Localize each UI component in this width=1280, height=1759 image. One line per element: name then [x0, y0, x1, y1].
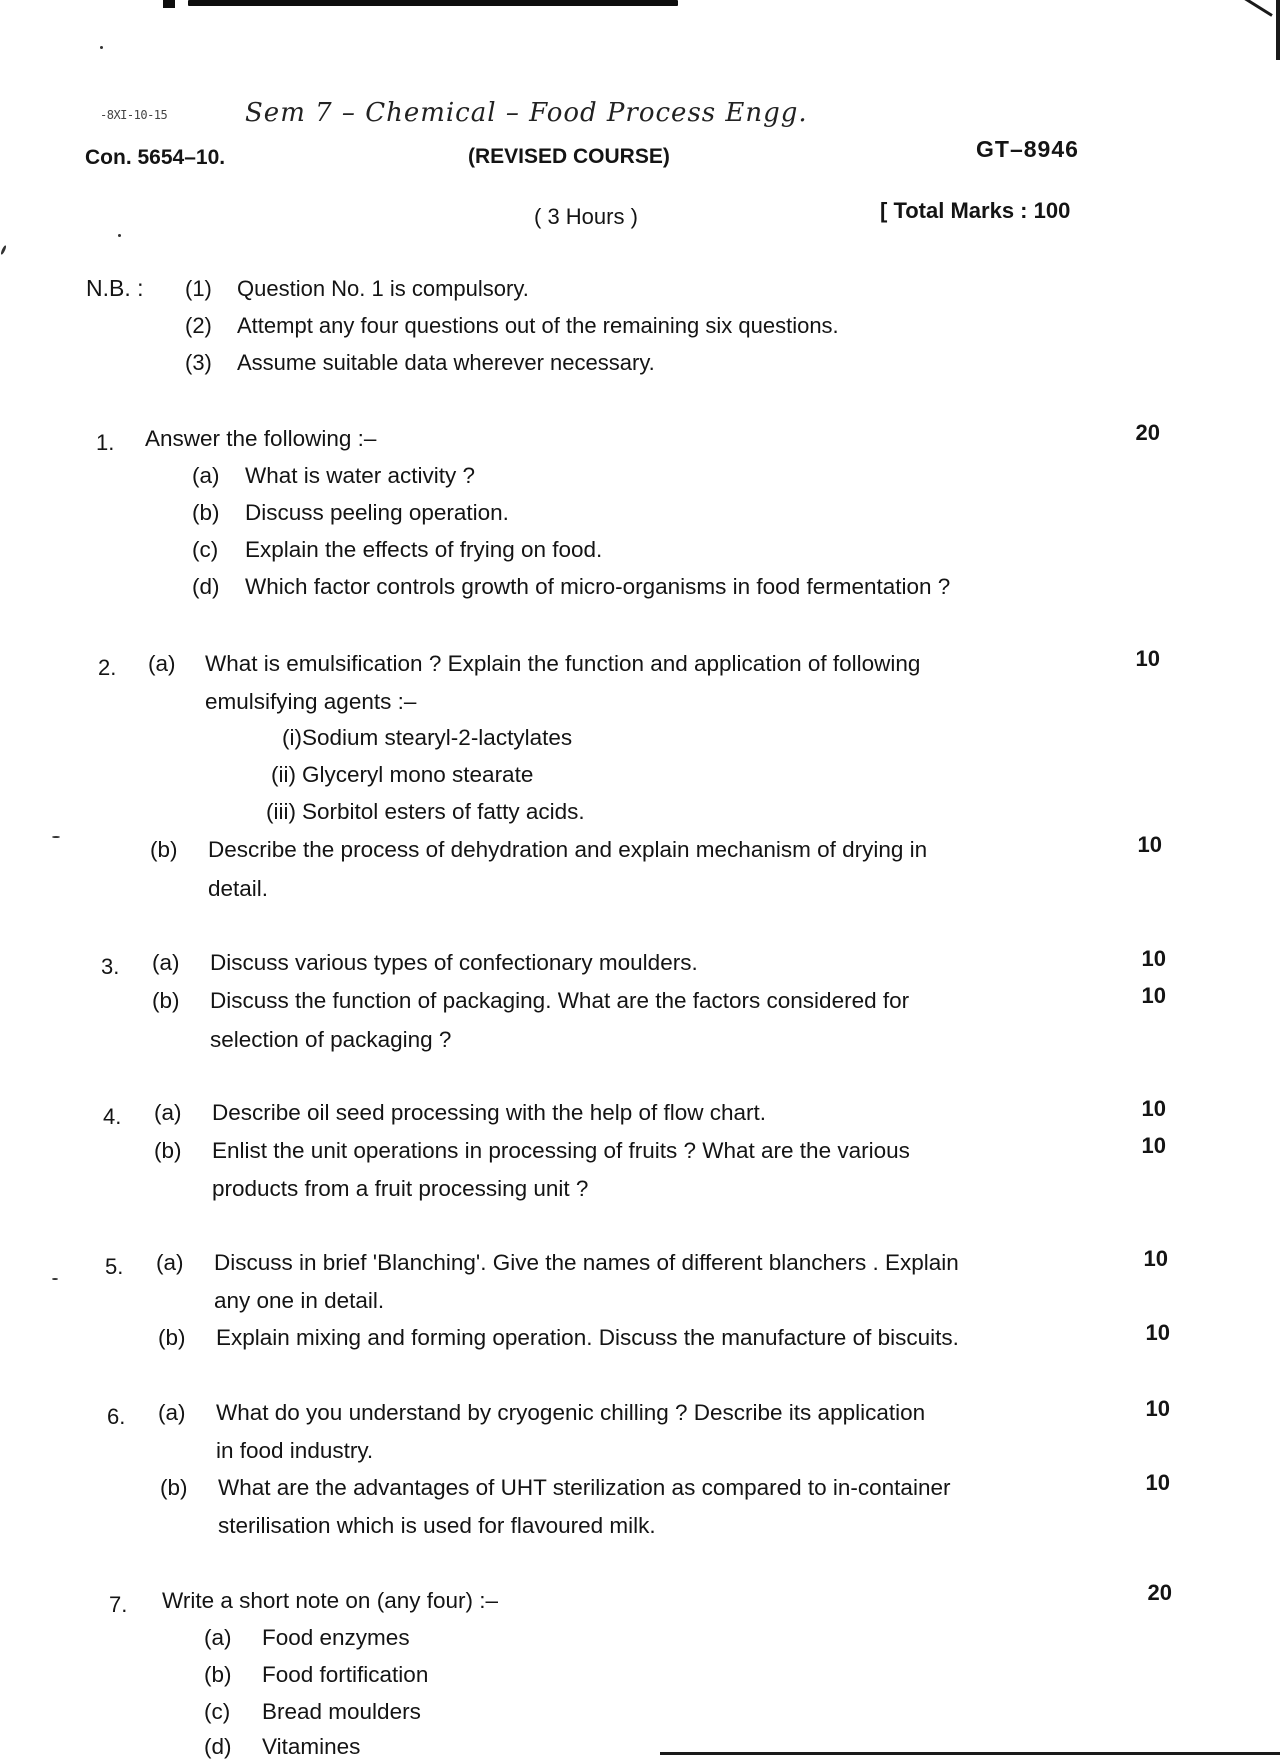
- question-marks: 20: [1135, 420, 1160, 445]
- nb-item: [185, 313, 839, 339]
- nb-item-number: (2): [185, 313, 212, 338]
- nb-item: [185, 276, 529, 302]
- question-number: 7.: [109, 1592, 128, 1617]
- part-label: (a): [158, 1400, 186, 1425]
- sub-label: (ii): [271, 762, 296, 787]
- part-text: Which factor controls growth of micro-organisms in food fermentation ?: [245, 574, 951, 599]
- part-text-line: Describe the process of dehydration and explain mechanism of drying in: [208, 837, 928, 862]
- question-part: [204, 1736, 360, 1759]
- question-part: [192, 502, 509, 525]
- question-number: 5.: [105, 1254, 124, 1279]
- nb-item-text: Assume suitable data wherever necessary.: [237, 350, 655, 375]
- scan-edge-mark: [163, 0, 175, 8]
- part-marks: 10: [1137, 832, 1162, 857]
- scan-speck: [52, 1278, 58, 1280]
- part-text-line: Explain mixing and forming operation. Discuss the manufacture of biscuits.: [216, 1325, 959, 1350]
- stamp-code: -8XI-10-15: [100, 108, 168, 122]
- scan-edge-bar: [188, 0, 678, 6]
- question-marks: 20: [1147, 1580, 1172, 1605]
- part-label: (c): [192, 537, 219, 562]
- part-marks: 10: [1141, 946, 1166, 971]
- question-number: 6.: [107, 1404, 126, 1429]
- nb-label: N.B. :: [86, 275, 144, 301]
- part-label: (d): [192, 574, 220, 599]
- part-label: (c): [204, 1699, 231, 1724]
- duration: ( 3 Hours ): [534, 204, 638, 229]
- part-marks: 10: [1141, 1096, 1166, 1121]
- question-number: 1.: [96, 430, 115, 455]
- part-label: (a): [152, 950, 180, 975]
- part-text-line: Enlist the unit operations in processing of fruits ? What are the various: [212, 1138, 910, 1163]
- question-part: [204, 1664, 428, 1687]
- sub-label: (iii): [266, 799, 296, 824]
- part-marks: 10: [1141, 1133, 1166, 1158]
- question-number: 4.: [103, 1104, 122, 1129]
- scan-speck: [100, 46, 103, 49]
- question-number: 2.: [98, 655, 117, 680]
- part-text-line: What do you understand by cryogenic chilling ? Describe its application: [216, 1400, 926, 1425]
- nb-item-text: Attempt any four questions out of the remaining six questions.: [237, 313, 839, 338]
- part-text-line: Discuss in brief 'Blanching'. Give the names of different blanchers . Explain: [214, 1250, 959, 1275]
- scan-speck: [0, 245, 7, 255]
- part-text: Food enzymes: [262, 1625, 410, 1650]
- part-marks: 10: [1145, 1470, 1170, 1495]
- paper-code: GT–8946: [976, 136, 1079, 162]
- part-text-line: Discuss the function of packaging. What are the factors considered for: [210, 988, 910, 1013]
- total-marks: [ Total Marks : 100: [880, 198, 1071, 223]
- sub-label: (i): [282, 725, 302, 750]
- part-label: (a): [192, 463, 220, 488]
- part-label: (b): [192, 500, 220, 525]
- part-text: Explain the effects of frying on food.: [245, 537, 603, 562]
- part-text-line: selection of packaging ?: [210, 1027, 452, 1052]
- part-text-line: products from a fruit processing unit ?: [212, 1176, 589, 1201]
- part-text: Bread moulders: [262, 1699, 421, 1724]
- scan-corner-mark: [1236, 0, 1280, 60]
- part-text-line: detail.: [208, 876, 269, 901]
- question-text: Write a short note on (any four) :–: [162, 1588, 498, 1613]
- course-title: (REVISED COURSE): [468, 145, 670, 168]
- question-part: [192, 576, 950, 599]
- nb-item-number: (1): [185, 276, 212, 301]
- nb-item-number: (3): [185, 350, 212, 375]
- part-text-line: in food industry.: [216, 1438, 374, 1463]
- scan-corner-tick: [1242, 0, 1272, 17]
- part-text: Vitamines: [262, 1734, 361, 1759]
- part-text-line: any one in detail.: [214, 1288, 385, 1313]
- part-label: (b): [150, 837, 178, 862]
- part-label: (a): [148, 651, 176, 676]
- part-text: What is water activity ?: [245, 463, 476, 488]
- part-text: Food fortification: [262, 1662, 429, 1687]
- part-text-line: What is emulsification ? Explain the function and application of following: [205, 651, 921, 676]
- part-text-line: emulsifying agents :–: [205, 689, 417, 714]
- part-marks: 10: [1143, 1246, 1168, 1271]
- nb-item: [185, 350, 655, 376]
- question-part: [192, 539, 602, 562]
- part-text-line: Describe oil seed processing with the help of flow chart.: [212, 1100, 767, 1125]
- question-text: Answer the following :–: [145, 426, 377, 451]
- part-label: (a): [204, 1625, 232, 1650]
- question-number: 3.: [101, 954, 120, 979]
- part-marks: 10: [1145, 1396, 1170, 1421]
- scan-speck: [118, 234, 121, 237]
- scan-speck: [52, 836, 60, 838]
- sub-text: Sorbitol esters of fatty acids.: [302, 799, 585, 824]
- question-part: [192, 465, 475, 488]
- part-label: (b): [152, 988, 180, 1013]
- part-marks: 10: [1135, 646, 1160, 671]
- sub-text: Sodium stearyl-2-lactylates: [302, 725, 573, 750]
- part-text-line: What are the advantages of UHT sterilization as compared to in-container: [218, 1475, 951, 1500]
- handwritten-note: Sem 7 – Chemical – Food Process Engg.: [245, 98, 808, 128]
- part-marks: 10: [1141, 983, 1166, 1008]
- part-label: (b): [204, 1662, 232, 1687]
- con-number: Con. 5654–10.: [85, 146, 226, 169]
- sub-text: Glyceryl mono stearate: [302, 762, 534, 787]
- nb-item-text: Question No. 1 is compulsory.: [237, 276, 529, 301]
- question-part: [204, 1701, 421, 1724]
- part-label: (a): [156, 1250, 184, 1275]
- part-marks: 10: [1145, 1320, 1170, 1345]
- part-label: (b): [158, 1325, 186, 1350]
- part-label: (d): [204, 1734, 232, 1759]
- part-text-line: sterilisation which is used for flavoured milk.: [218, 1513, 656, 1538]
- part-label: (a): [154, 1100, 182, 1125]
- part-label: (b): [160, 1475, 188, 1500]
- part-label: (b): [154, 1138, 182, 1163]
- scan-bottom-edge: [660, 1752, 1280, 1755]
- question-part: [204, 1627, 410, 1650]
- part-text: Discuss peeling operation.: [245, 500, 509, 525]
- part-text-line: Discuss various types of confectionary moulders.: [210, 950, 698, 975]
